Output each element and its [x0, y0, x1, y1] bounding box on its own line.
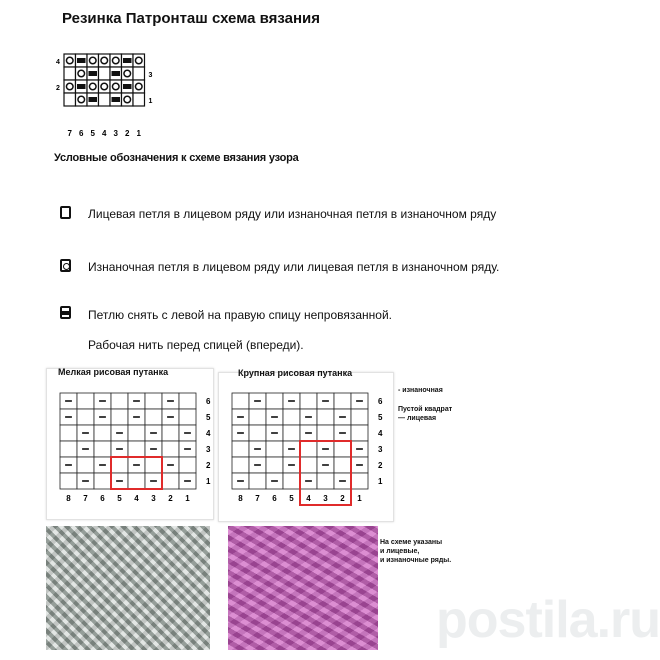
row-number: 1: [378, 477, 383, 486]
circle-square-icon: [60, 259, 71, 272]
chart-cell: [77, 457, 94, 473]
chart-cell: [77, 409, 94, 425]
chart-cell: [128, 473, 145, 489]
legend-item-text: Изнаночная петля в лицевом ряду или лицевая петля в изнаночном ряду.: [88, 260, 500, 274]
slip-symbol: [123, 58, 132, 63]
chart-cell: [145, 457, 162, 473]
bar-square-icon: [60, 306, 71, 319]
chart-cell: [179, 409, 196, 425]
chart-cell: [111, 409, 128, 425]
row-number: 2: [206, 461, 211, 470]
chart-cell: [133, 93, 145, 106]
row-number: 1: [148, 98, 153, 105]
column-number: 4: [306, 494, 311, 503]
column-number: 1: [136, 129, 141, 138]
note-empty-square: Пустой квадрат: [398, 406, 453, 413]
chart-cell: [283, 409, 300, 425]
column-number: 8: [238, 494, 243, 503]
row-number: 2: [56, 85, 60, 92]
row-number: 3: [148, 72, 153, 79]
small-chart-grid: [60, 393, 211, 503]
chart-cell: [60, 441, 77, 457]
large-chart-title: Крупная рисовая путанка: [238, 368, 353, 378]
column-number: 8: [66, 494, 71, 503]
row-number: 6: [378, 397, 383, 406]
chart-cell: [99, 67, 111, 80]
chart-cell: [60, 425, 77, 441]
chart-cell: [111, 393, 128, 409]
row-number: 1: [206, 477, 211, 486]
note-knit: — лицевая: [398, 415, 437, 422]
legend-extra-line: Рабочая нить перед спицей (впереди).: [88, 338, 304, 352]
note-purl: - изнаночная: [398, 387, 443, 394]
small-stitch-chart: [52, 380, 220, 515]
row-number: 6: [206, 397, 211, 406]
column-number: 6: [272, 494, 277, 503]
chart-cell: [300, 457, 317, 473]
row-number: 3: [378, 445, 383, 454]
chart-cell: [145, 393, 162, 409]
page-title: Резинка Патронташ схема вязания: [62, 10, 321, 27]
row-number: 4: [378, 429, 383, 438]
chart-cell: [111, 457, 128, 473]
chart-cell: [94, 441, 111, 457]
chart-cell: [162, 473, 179, 489]
empty-square-icon: [60, 206, 71, 219]
column-number: 5: [90, 129, 95, 138]
row-number: 5: [206, 413, 211, 422]
chart-cell: [351, 425, 368, 441]
chart-cell: [266, 393, 283, 409]
slip-symbol: [112, 97, 121, 102]
chart-cell: [94, 425, 111, 441]
row-number: 2: [378, 461, 383, 470]
chart-cell: [317, 473, 334, 489]
slip-symbol: [77, 84, 86, 89]
legend-item-text: Петлю снять с левой на правую спицу непровязанной.: [88, 308, 392, 322]
note-rows: и лицевые,: [380, 548, 420, 555]
chart-cell: [133, 67, 145, 80]
row-number: 3: [206, 445, 211, 454]
chart-cell: [64, 93, 76, 106]
column-number: 6: [100, 494, 105, 503]
note-rows: и изнаночные ряды.: [380, 557, 452, 564]
main-chart-grid: [56, 54, 153, 138]
chart-cell: [60, 473, 77, 489]
column-number: 3: [323, 494, 328, 503]
large-stitch-chart: [222, 380, 394, 515]
slip-symbol: [112, 71, 121, 76]
chart-cell: [266, 457, 283, 473]
column-number: 3: [113, 129, 118, 138]
chart-cell: [145, 409, 162, 425]
note-rows: На схеме указаны: [380, 539, 443, 546]
row-number: 4: [56, 59, 60, 66]
column-number: 7: [67, 129, 72, 138]
chart-cell: [249, 425, 266, 441]
chart-cell: [232, 441, 249, 457]
chart-cell: [162, 441, 179, 457]
chart-cell: [351, 409, 368, 425]
column-number: 7: [255, 494, 260, 503]
chart-cell: [232, 393, 249, 409]
grey-knit-photo: [46, 526, 210, 650]
legend-item-text: Лицевая петля в лицевом ряду или изнаночная петля в изнаночном ряду: [88, 207, 497, 221]
chart-cell: [64, 67, 76, 80]
chart-cell: [334, 441, 351, 457]
chart-cell: [283, 473, 300, 489]
chart-cell: [266, 441, 283, 457]
legend-heading: Условные обозначения к схеме вязания узора: [54, 152, 299, 164]
column-number: 5: [289, 494, 294, 503]
large-chart-grid: [232, 393, 383, 505]
column-number: 7: [83, 494, 88, 503]
watermark: postila.ru: [436, 591, 660, 649]
slip-symbol: [123, 84, 132, 89]
chart-cell: [351, 473, 368, 489]
slip-symbol: [77, 58, 86, 63]
row-number: 5: [378, 413, 383, 422]
column-number: 1: [185, 494, 190, 503]
chart-cell: [232, 457, 249, 473]
slip-symbol: [89, 97, 98, 102]
column-number: 2: [168, 494, 173, 503]
chart-cell: [162, 425, 179, 441]
chart-cell: [94, 473, 111, 489]
chart-cell: [128, 441, 145, 457]
column-number: 4: [134, 494, 139, 503]
chart-cell: [179, 393, 196, 409]
column-number: 2: [125, 129, 130, 138]
chart-cell: [249, 409, 266, 425]
slip-symbol: [89, 71, 98, 76]
column-number: 2: [340, 494, 345, 503]
main-stitch-chart: [56, 50, 166, 145]
chart-cell: [300, 441, 317, 457]
chart-cell: [283, 425, 300, 441]
chart-cell: [334, 393, 351, 409]
chart-cell: [179, 457, 196, 473]
chart-cell: [317, 425, 334, 441]
chart-cell: [334, 457, 351, 473]
row-number: 4: [206, 429, 211, 438]
chart-cell: [128, 425, 145, 441]
column-number: 3: [151, 494, 156, 503]
column-number: 6: [79, 129, 84, 138]
chart-cell: [300, 393, 317, 409]
chart-cell: [249, 473, 266, 489]
small-chart-title: Мелкая рисовая путанка: [58, 367, 169, 377]
column-number: 1: [357, 494, 362, 503]
column-number: 5: [117, 494, 122, 503]
chart-cell: [77, 393, 94, 409]
pink-knit-photo: [228, 526, 378, 650]
column-number: 4: [102, 129, 107, 138]
chart-cell: [99, 93, 111, 106]
chart-cell: [317, 409, 334, 425]
